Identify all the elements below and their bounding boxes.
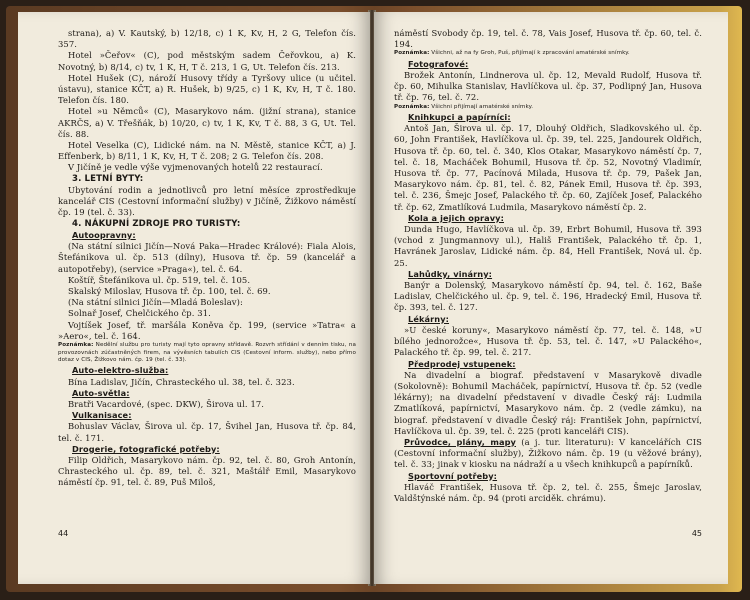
paragraph: Hotel »u Němců« (C), Masarykovo nám. (jižní strana), stanice AKRČS, a) V. Třešňák, b) 10/20, c) tv, 1 K, Kv, T č. 88, 3 G, Ut. Tel. čís. 88. [58,106,356,139]
note-label: Poznámka: [394,50,430,57]
paragraph: Hotel »Čeřov« (C), pod městským sadem Čeřovkou, a) K. Novotný, b) 8/14, c) tv, 1 K, H, T č. 213, 1 G, Ut. Telefon čís. 213. [58,50,356,72]
subsection-heading: Kola a jejich opravy: [408,212,504,223]
subsection-heading: Předprodej vstupenek: [408,358,516,369]
paragraph: Solnař Josef, Chelčického čp. 31. [68,308,211,319]
paragraph: Koštíř, Štefánikova ul. čp. 519, tel. č. 105. [68,274,251,285]
paragraph: »U české koruny«, Masarykovo náměstí čp. 77, tel. č. 148, »U bílého jednorožce«, Husova tř. čp. 53, tel. č. 147, »U Palackého«, Palackého tř. čp. 99, tel. č. 217. [394,324,702,358]
paragraph: Dunda Hugo, Havlíčkova ul. čp. 39, Erbrt Bohumil, Husova tř. 393 (vchod z Jungmannovy ul.), Hališ František, Palackého tř. čp. 1, Havránek Jaroslav, Lidické nám. čp. 84, Hell František, Nová ul. čp. 25. [394,224,702,268]
right-page-text [394,28,702,504]
paragraph: Skalský Miloslav, Husova tř. čp. 100, tel. č. 69. [68,286,271,297]
paragraph: Hlaváč František, Husova tř. čp. 2, tel. č. 255, Šmejc Jaroslav, Valdštýnské nám. čp. 94 (proti arciděk. chrámu). [394,481,702,503]
subsection-heading: Fotografové: [408,58,469,69]
paragraph: Na divadelní a biograf. představení v Masarykově divadle (Sokolovně): Bohumil Macháček, papírnictví, Husova tř. čp. 52 (vedle lékárny); na divadelní představení v divadle Český ráj: Ludmila Zmatlíková, papírnictví, Masarykovo nám. čp. 2 (vedle zámku), na biograf. představení v divadle Český ráj: František John, papírnictví, Havlíčkova ul. čp. 39, tel. č. 225 (proti kanceláři CIS). [394,369,702,436]
note-text: Nedělní službu pro turisty mají tyto opravny střídavě. Rozvrh střídání v denním tisku, na provozovnách zúčastněných firem, na vývěsních tabulích CIS (Cestovní inform. služby), nebo přímo dotaz v CIS, Žižkovo nám. čp. 19 (tel. č. 33). [58,342,356,363]
subsection-heading: Autoopravny: [72,230,136,241]
note-paragraph [58,342,356,364]
paragraph-text: (a j. tur. literaturu): V kancelářích CIS (Cestovní informační služby), Žižkovo nám. čp. 19 (u věžové brány), tel. č. 33; jinak v kiosku na nádraží a u všech knihkupců a papírníků. [394,436,702,470]
inline-heading: Průvodce, plány, mapy [404,436,516,447]
note-paragraph [394,104,702,111]
paragraph: Ubytování rodin a jednotlivců pro letní měsíce zprostředkuje kancelář CIS (Cestovní informační služby) v Jičíně, Žižkovo náměstí čp. 19 (tel. č. 33). [58,185,356,218]
note-label: Poznámka: [394,103,430,110]
left-page-text [58,28,356,489]
paragraph-with-heading [394,437,702,471]
note-text: Všichni, až na fy Groh, Puš, přijímají k zpracování amatérské snímky. [429,50,630,57]
section-heading: 4. NÁKUPNÍ ZDROJE PRO TURISTY: [72,218,241,229]
paragraph: Antoš Jan, Širova ul. čp. 17, Dlouhý Oldřich, Sladkovského ul. čp. 60, John František, Havlíčkova ul. čp. 39, tel. 225, Jandourek Oldřich, Husova tř. čp. 60, tel. č. 340, Klos Otakar, Masarykovo náměstí čp. 7, tel. č. 18, Macháček Bohumil, Husova tř. čp. 52, Novotný Vladimír, Husova tř. čp. 77, Pacínová Milada, Husova tř. čp. 79, Pašek Jan, Masarykovo nám. čp. 81, tel. č. 82, Pánek Emil, Husova tř. čp. 393, tel. č. 236, Šmejc Josef, Palackého tř. čp. 60, Zajíček Josef, Palackého tř. čp. 62, Zmatlíková Ludmila, Masarykovo náměstí čp. 2. [394,123,702,212]
section-heading: 3. LETNÍ BYTY: [72,173,144,184]
left-page [18,12,370,584]
paragraph: (Na státní silnici Jičín—Mladá Boleslav): [68,297,243,308]
note-label: Poznámka: [58,342,94,349]
paragraph: Banýr a Dolenský, Masarykovo náměstí čp. 94, tel. č. 162, Baše Ladislav, Chelčického ul. čp. 9, tel. č. 196, Hradecký Emil, Husova tř. čp. 393, tel. č. 127. [394,280,702,313]
paragraph: Hotel Hušek (C), nároží Husovy třídy a Tyršovy ulice (u učitel. ústavu), stanice KČT, a) R. Hušek, b) 9/25, c) 1 K, Kv, H, T č. 180. Telefon čís. 180. [58,72,356,106]
paragraph: Hotel Veselka (C), Lidické nám. na N. Městě, stanice KČT, a) J. Effenberk, b) 8/11, 1 K, Kv, H, T č. 208; 2 G. Telefon čís. 208. [58,140,356,162]
paragraph: Bína Ladislav, Jičín, Chrasteckého ul. 38, tel. č. 323. [68,376,295,387]
paragraph: V Jičíně je vedle výše vyjmenovaných hotelů 22 restaurací. [68,162,323,173]
right-page [374,12,728,584]
paragraph: náměstí Svobody čp. 19, tel. č. 78, Vais Josef, Husova tř. čp. 60, tel. č. 194. [394,28,702,50]
subsection-heading: Auto-elektro-služba: [72,365,169,376]
subsection-heading: Sportovní potřeby: [408,470,498,481]
page-number-left: 44 [58,529,69,538]
subsection-heading: Vulkanisace: [72,410,132,421]
paragraph: Bohuslav Václav, Širova ul. čp. 17, Švihel Jan, Husova tř. čp. 84, tel. č. 171. [58,421,356,443]
paragraph: Brožek Antonín, Lindnerova ul. čp. 12, Mevald Rudolf, Husova tř. čp. 60, Mihulka Stanislav, Havlíčkova ul. čp. 37, Podlipný Jan, Husova tř. čp. 76, tel. č. 72. [394,70,702,103]
note-text: Všichni přijímají amatérské snímky. [429,103,534,110]
paragraph: Vojtíšek Josef, tř. maršála Koněva čp. 199, (service »Tatra« a »Aero«, tel. č. 164. [58,319,356,341]
note-paragraph [394,50,702,57]
paragraph: strana), a) V. Kautský, b) 12/18, c) 1 K, Kv, H, 2 G, Telefon čís. 357. [58,28,356,50]
paragraph: Filip Oldřich, Masarykovo nám. čp. 92, tel. č. 80, Groh Antonín, Chrasteckého ul. čp. 89, tel. č. 321, Maštálř Emil, Masarykovo náměstí čp. 91, tel. č. 89, Puš Miloš, [58,454,356,488]
subsection-heading: Lahůdky, vinárny: [408,268,493,279]
paragraph: (Na státní silnici Jičín—Nová Paka—Hradec Králové): Fiala Alois, Štefánikova ul. čp. 513 (dílny), Husova tř. čp. 59 (kancelář a autopotřeby), (service »Praga«), tel. č. 64. [58,241,356,274]
paragraph: Bratři Vacardové, (spec. DKW), Širova ul. 17. [68,398,265,409]
subsection-heading: Knihkupci a papírníci: [408,112,511,123]
subsection-heading: Drogerie, fotografické potřeby: [72,443,220,454]
subsection-heading: Auto-světla: [72,387,130,398]
subsection-heading: Lékárny: [408,313,450,324]
page-number-right: 45 [691,529,702,538]
